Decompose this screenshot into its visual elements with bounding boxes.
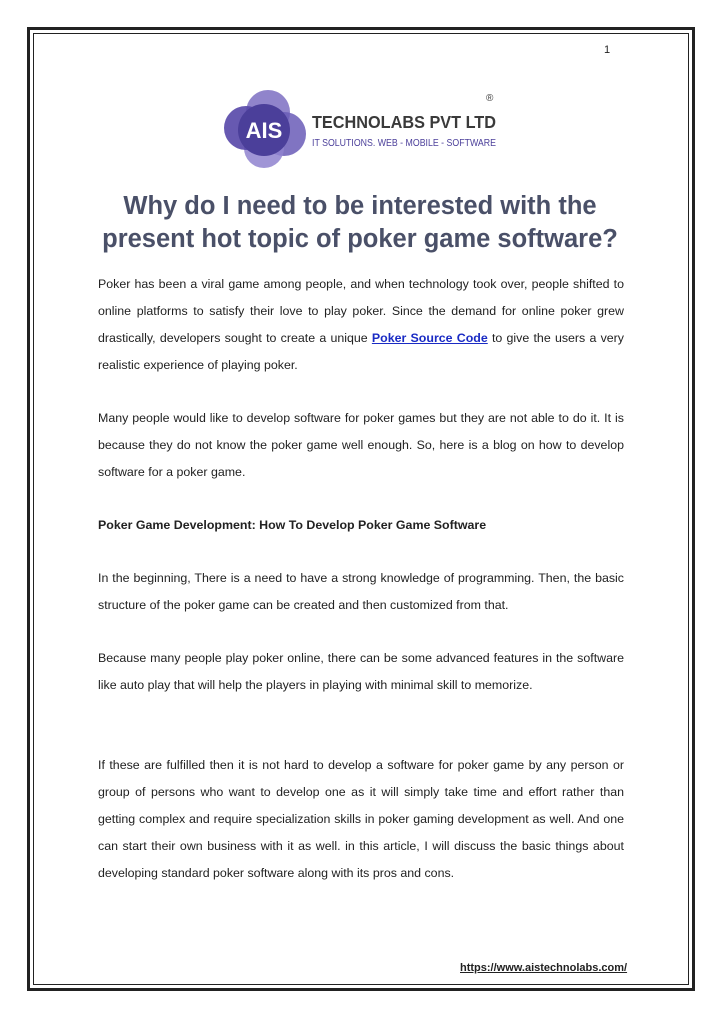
paragraph-2-text: Many people would like to develop software for poker games but they are not able to do it. It is because they do not know the poker game well enough. So, here is a blog on how to develop software for a poker game. <box>98 411 624 479</box>
document-title <box>70 190 650 256</box>
paragraph-2 <box>98 405 624 486</box>
paragraph-3-text: In the beginning, There is a need to have a strong knowledge of programming. Then, the basic structure of the poker game can be created and then customized from that. <box>98 571 624 612</box>
title-line-1: Why do I need to be interested with the <box>123 192 597 220</box>
paragraph-5 <box>98 752 624 887</box>
logo-tagline: IT SOLUTIONS. WEB - MOBILE - SOFTWARE <box>312 138 497 149</box>
section-heading <box>98 512 624 539</box>
paragraph-5-text: If these are fulfilled then it is not hard to develop a software for poker game by any person or group of persons who want to develop one as it will simply take time and effort rather than getting complex and require specialization skills in poker gaming development as well. And one can start their own business with it as well. in this article, I will discuss the basic things about developing standard poker software along with its pros and cons. <box>98 758 624 880</box>
company-logo <box>220 84 510 174</box>
footer-website-link[interactable]: https://www.aistechnolabs.com/ <box>460 962 628 974</box>
registered-symbol: ® <box>486 93 494 104</box>
paragraph-4 <box>98 645 624 699</box>
title-line-2: present hot topic of poker game software? <box>102 225 618 253</box>
poker-source-code-link[interactable]: Poker Source Code <box>371 331 488 345</box>
paragraph-1-text-a: Poker has been a viral game among people, and when technology took over, people shifted to online platforms to satisfy their love to play poker. Since the demand for online poker grew drastically, developers sought to create a unique <box>98 277 624 345</box>
logo-company-name: TECHNOLABS PVT LTD <box>312 112 496 132</box>
logo-mark-text: AIS <box>245 118 283 143</box>
paragraph-4-text: Because many people play poker online, there can be some advanced features in the software like auto play that will help the players in playing with minimal skill to memorize. <box>98 651 624 692</box>
paragraph-3 <box>98 565 624 619</box>
section-heading-text: Poker Game Development: How To Develop Poker Game Software <box>98 518 487 532</box>
page-number: 1 <box>604 44 611 56</box>
paragraph-1 <box>98 271 624 379</box>
paragraph-1-text-b: to give the users a very realistic experience of playing poker. <box>98 331 624 372</box>
